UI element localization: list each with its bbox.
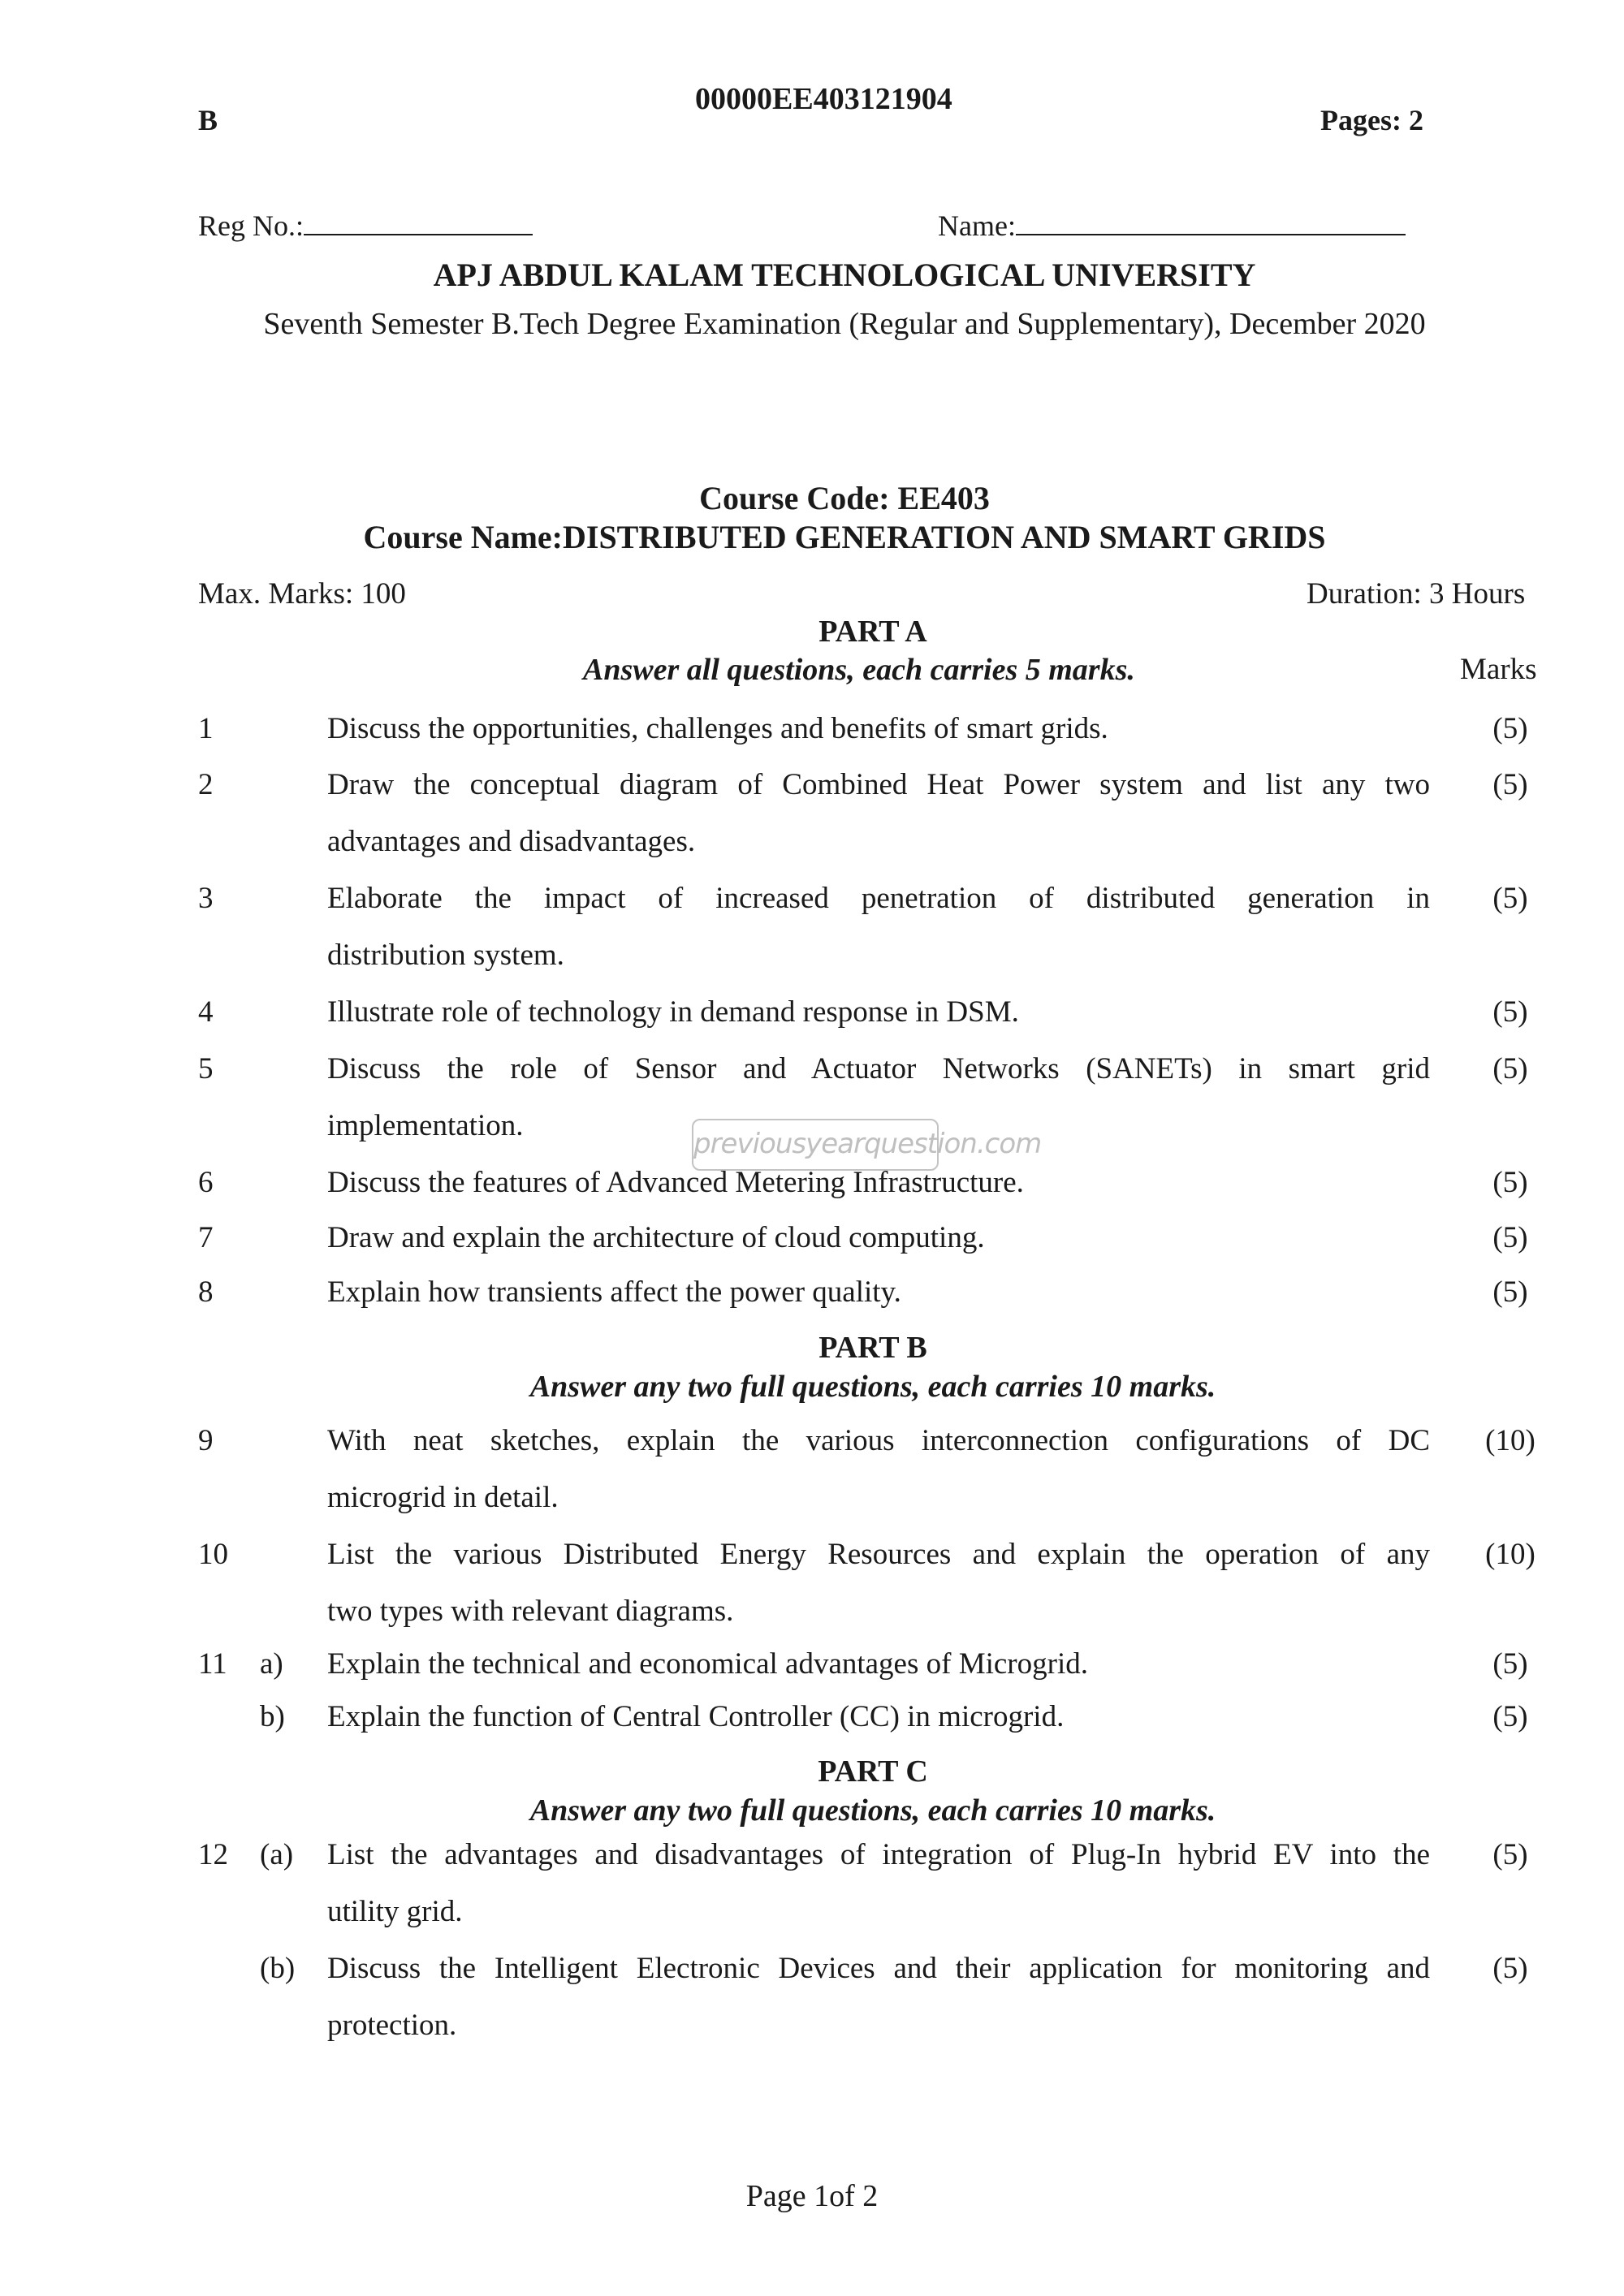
question-marks: (5) [1492,1221,1528,1254]
question-text-continued: implementation. [327,1109,524,1142]
page-footer: Page 1of 2 [745,2179,879,2213]
duration: Duration: 3 Hours [1307,577,1526,611]
question-text: Discuss the opportunities, challenges and benefits of smart grids. [327,712,1108,745]
question-marks: (5) [1492,768,1528,801]
question-number: 8 [198,1275,214,1309]
question-number: 2 [198,768,214,801]
question-marks: (5) [1492,882,1528,915]
question-text: Discuss the Intelligent Electronic Devices and their application for monitoring and [327,1952,1430,1985]
question-text-continued: distribution system. [327,939,564,972]
question-marks: (10) [1485,1538,1535,1571]
question-number: 9 [198,1424,214,1457]
part-c-instruction: Answer any two full questions, each carries 10 marks. [529,1793,1216,1828]
part-b-title: PART B [818,1331,927,1365]
question-text: Illustrate role of technology in demand response in DSM. [327,995,1019,1029]
question-marks: (5) [1492,1647,1528,1681]
part-a-instruction: Answer all questions, each carries 5 marks. [583,653,1135,687]
question-subpart: (a) [260,1838,294,1871]
question-marks: (5) [1492,712,1528,745]
question-marks: (5) [1492,1166,1528,1199]
question-number: 3 [198,882,214,915]
course-name-label: Course Name: [363,519,563,555]
question-text: Explain the function of Central Controller (CC) in microgrid. [327,1700,1065,1733]
question-text: Discuss the role of Sensor and Actuator Networks (SANETs) in smart grid [327,1052,1430,1085]
question-number: 7 [198,1221,214,1254]
question-marks: (5) [1492,995,1528,1029]
part-c-title: PART C [818,1754,928,1789]
reg-no-blank [304,209,533,235]
course-name-value: DISTRIBUTED GENERATION AND SMART GRIDS [562,519,1326,555]
question-text-continued: microgrid in detail. [327,1481,559,1514]
question-subpart: b) [260,1700,285,1733]
paper-code: 00000EE403121904 [695,82,952,116]
page-count: Pages: 2 [1320,104,1423,136]
question-marks: (5) [1492,1275,1528,1309]
question-number: 10 [198,1538,228,1571]
question-subpart: a) [260,1647,283,1681]
exam-title: Seventh Semester B.Tech Degree Examination (Regular and Supplementary), December 2020 [263,307,1426,341]
question-text: Explain the technical and economical advantages of Microgrid. [327,1647,1088,1681]
part-b-instruction: Answer any two full questions, each carries 10 marks. [529,1370,1216,1404]
question-number: 4 [198,995,214,1029]
marks-column-header: Marks [1460,653,1537,686]
question-marks: (5) [1492,1952,1528,1985]
question-text: List the advantages and disadvantages of integration of Plug-In hybrid EV into the [327,1838,1430,1871]
question-number: 11 [198,1647,227,1681]
question-marks: (10) [1485,1424,1535,1457]
question-text: Draw and explain the architecture of cloud computing. [327,1221,985,1254]
watermark-logo: previousyearquestion.com [692,1119,939,1171]
course-code: Course Code: EE403 [699,480,990,516]
question-text: Discuss the features of Advanced Metering Infrastructure. [327,1166,1024,1199]
question-set-letter: B [198,104,218,136]
question-text-continued: protection. [327,2009,457,2042]
question-number: 12 [198,1838,228,1871]
question-subpart: (b) [260,1952,296,1985]
name-blank [1016,209,1406,235]
question-marks: (5) [1492,1052,1528,1085]
name-field [938,209,1406,243]
question-marks: (5) [1492,1700,1528,1733]
max-marks: Max. Marks: 100 [198,577,406,611]
reg-no-label: Reg No.: [198,209,304,242]
reg-no-field [198,209,533,243]
question-text-continued: advantages and disadvantages. [327,825,696,858]
part-a-title: PART A [818,615,927,649]
question-text: Explain how transients affect the power quality. [327,1275,901,1309]
question-text-continued: utility grid. [327,1895,463,1928]
question-number: 1 [198,712,214,745]
question-number: 5 [198,1052,214,1085]
university-name: APJ ABDUL KALAM TECHNOLOGICAL UNIVERSITY [433,257,1256,293]
course-name [0,518,1624,556]
question-text: List the various Distributed Energy Resources and explain the operation of any [327,1538,1430,1571]
question-text: Elaborate the impact of increased penetration of distributed generation in [327,882,1430,915]
name-label: Name: [938,209,1016,242]
question-text-continued: two types with relevant diagrams. [327,1595,734,1628]
question-text: Draw the conceptual diagram of Combined Heat Power system and list any two [327,768,1430,801]
question-text: With neat sketches, explain the various interconnection configurations of DC [327,1424,1430,1457]
question-number: 6 [198,1166,214,1199]
question-marks: (5) [1492,1838,1528,1871]
